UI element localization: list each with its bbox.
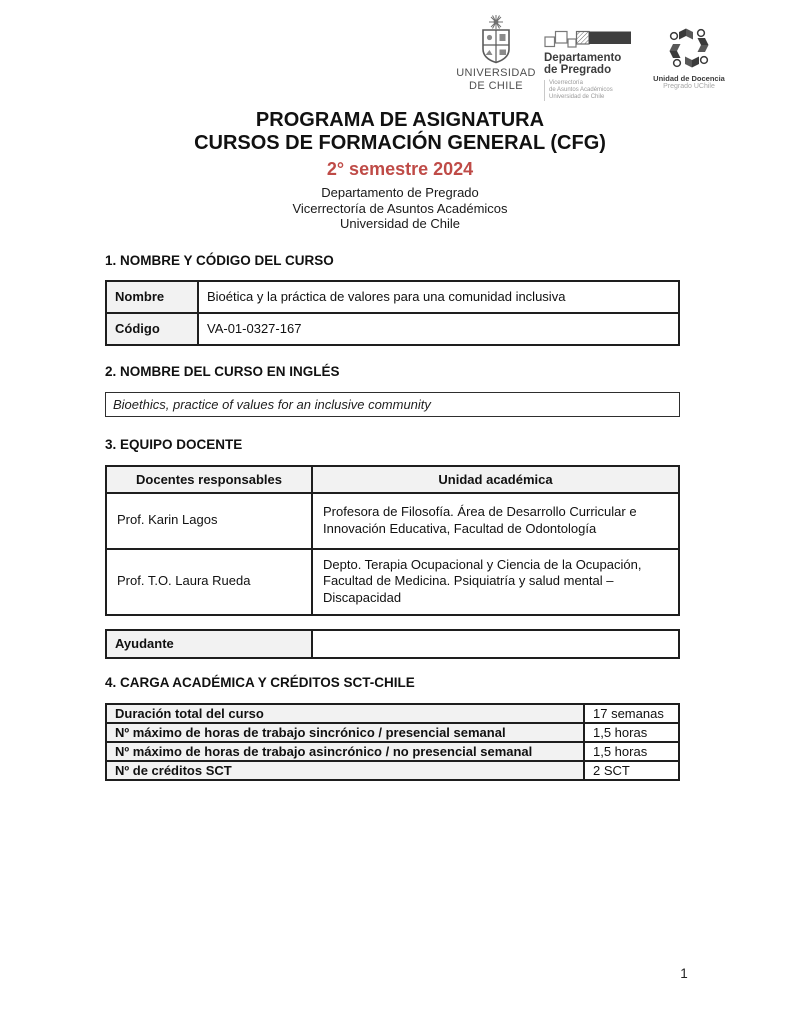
course-name-label: Nombre <box>106 281 198 313</box>
sync-hours-value: 1,5 horas <box>584 723 679 742</box>
duration-label: Duración total del curso <box>106 704 584 723</box>
teacher-name: Prof. Karin Lagos <box>106 493 312 549</box>
table-row <box>106 313 679 345</box>
page-number: 1 <box>680 966 688 981</box>
section-4-heading: 4. CARGA ACADÉMICA Y CRÉDITOS SCT-CHILE <box>105 674 415 690</box>
async-hours-value: 1,5 horas <box>584 742 679 761</box>
docencia-logo-line2: Pregrado UChile <box>663 83 715 90</box>
document-title-line2: CURSOS DE FORMACIÓN GENERAL (CFG) <box>194 132 606 154</box>
assistant-value <box>312 630 679 658</box>
column-header-unidad: Unidad académica <box>312 466 679 493</box>
pregrado-logo-sub2: de Asuntos Académicos <box>549 87 613 93</box>
subtitle-department: Departamento de Pregrado <box>321 185 479 200</box>
table-row <box>106 723 679 742</box>
course-name-code-table <box>105 280 680 346</box>
assistant-label: Ayudante <box>106 630 312 658</box>
table-row <box>106 761 679 780</box>
teacher-name: Prof. T.O. Laura Rueda <box>106 549 312 615</box>
pregrado-logo-sub3: Universidad de Chile <box>549 94 605 100</box>
pregrado-squares-icon <box>544 29 634 49</box>
document-content <box>105 253 680 781</box>
section-1-heading: 1. NOMBRE Y CÓDIGO DEL CURSO <box>105 252 334 268</box>
course-name-value: Bioética y la práctica de valores para una comunidad inclusiva <box>198 281 679 313</box>
section-2-heading: 2. NOMBRE DEL CURSO EN INGLÉS <box>105 363 340 379</box>
sct-credits-value: 2 SCT <box>584 761 679 780</box>
sct-credits-label: Nº de créditos SCT <box>106 761 584 780</box>
semester-subtitle: 2° semestre 2024 <box>326 159 474 179</box>
table-row <box>106 549 679 615</box>
subtitle-university: Universidad de Chile <box>340 216 460 231</box>
teacher-unit: Profesora de Filosofía. Área de Desarrollo Curricular e Innovación Educativa, Facultad de Odontología <box>312 493 679 549</box>
credits-table <box>105 703 680 781</box>
document-title-line1: PROGRAMA DE ASIGNATURA <box>255 109 545 131</box>
course-code-value: VA-01-0327-167 <box>198 313 679 345</box>
uchile-crest-icon <box>468 14 524 66</box>
docencia-logo <box>648 25 730 91</box>
section-3-heading: 3. EQUIPO DOCENTE <box>105 436 243 452</box>
table-row <box>106 281 679 313</box>
course-code-label: Código <box>106 313 198 345</box>
pregrado-logo-title1: Departamento <box>544 52 622 64</box>
docencia-logo-line1: Unidad de Docencia <box>653 74 725 83</box>
subtitle-vicerrectoria: Vicerrectoría de Asuntos Académicos <box>292 200 508 216</box>
table-row <box>106 493 679 549</box>
table-row <box>106 742 679 761</box>
uchile-logo-line2: DE CHILE <box>469 79 523 92</box>
sync-hours-label: Nº máximo de horas de trabajo sincrónico / presencial semanal <box>106 723 584 742</box>
teacher-unit: Depto. Terapia Ocupacional y Ciencia de la Ocupación, Facultad de Medicina. Psiquiatría y salud mental – Discapacidad <box>312 549 679 615</box>
pregrado-logo-title2: de Pregrado <box>544 64 612 76</box>
docencia-pinwheel-icon <box>666 25 712 71</box>
pregrado-logo-sub1: Vicerrectoría <box>549 80 583 86</box>
teaching-team-table <box>105 465 680 616</box>
uchile-logo-line1: UNIVERSIDAD <box>456 67 536 79</box>
async-hours-label: Nº máximo de horas de trabajo asincrónico / no presencial semanal <box>106 742 584 761</box>
assistant-table <box>105 629 680 659</box>
table-header-row <box>106 466 679 493</box>
duration-value: 17 semanas <box>584 704 679 723</box>
column-header-docentes: Docentes responsables <box>106 466 312 493</box>
table-row <box>106 704 679 723</box>
table-row <box>106 630 679 658</box>
pregrado-logo <box>544 29 642 101</box>
english-name-box: Bioethics, practice of values for an inclusive community <box>105 392 680 417</box>
uchile-logo <box>450 12 542 92</box>
header-logos <box>450 12 730 101</box>
